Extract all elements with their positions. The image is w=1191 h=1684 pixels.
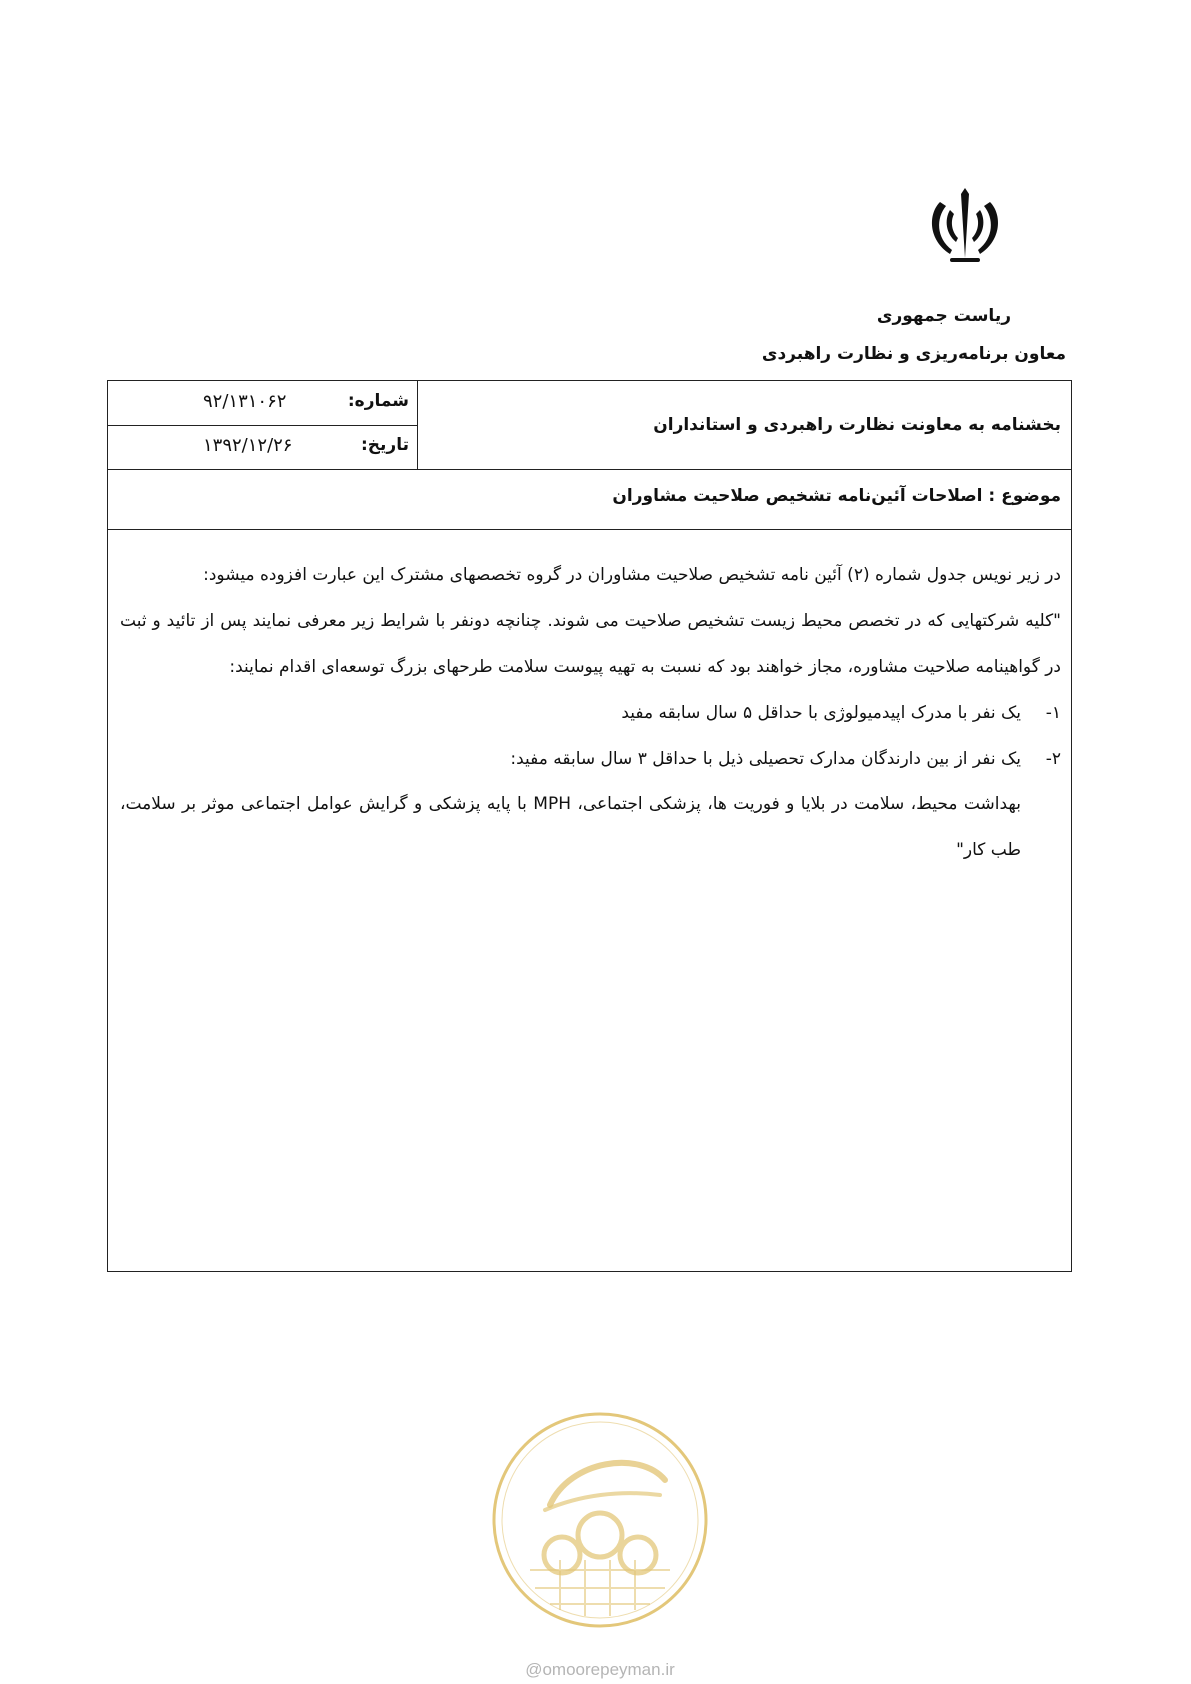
list-text: یک نفر از بین دارندگان مدارک تحصیلی ذیل با حداقل ۳ سال سابقه مفید:	[510, 748, 1021, 769]
paragraph-1: در زیر نویس جدول شماره (۲) آئین نامه تشخیص صلاحیت مشاوران در گروه تخصصهای مشترک این عبارت افزوده میشود:	[203, 565, 1061, 585]
date-row	[108, 425, 417, 469]
number-value: ۹۲/۱۳۱۰۶۲	[203, 391, 287, 412]
footer-site: @omoorepeyman.ir	[525, 1660, 675, 1679]
org-name: ریاست جمهوری	[876, 306, 1011, 326]
paragraph-3: بهداشت محیط، سلامت در بلایا و فوریت ها، پزشکی اجتماعی، MPH با پایه پزشکی و گرایش عوامل اجتماعی موثر بر سلامت، طب کار"	[120, 794, 1021, 861]
meta-box	[108, 381, 418, 469]
letter-body	[120, 553, 1061, 874]
list-number: ۱-	[1045, 702, 1061, 723]
paragraph-2: "کلیه شرکتهایی که در تخصص محیط زیست تشخیص صلاحیت می شوند. چنانچه دونفر با شرایط زیر معرفی نمایند پس از تائید و ثبت در گواهینامه صلاحیت مشاوره، مجاز خواهند بود که نسبت به تهیه پیوست سلامت طرحهای بزرگ توسعه‌ای اقدام نمایند:	[120, 610, 1061, 677]
number-label: شماره:	[347, 391, 409, 411]
list-number: ۲-	[1045, 748, 1061, 769]
number-row	[108, 381, 417, 426]
subject: موضوع : اصلاحات آئین‌نامه تشخیص صلاحیت مشاوران	[612, 486, 1061, 506]
recipients: بخشنامه به معاونت نظارت راهبردی و استانداران	[653, 415, 1061, 435]
list-text: یک نفر با مدرک اپیدمیولوژی با حداقل ۵ سال سابقه مفید	[621, 702, 1021, 723]
subject-row	[108, 469, 1071, 530]
list-item	[120, 691, 1061, 737]
watermark-stamp	[490, 1410, 710, 1630]
header-row	[108, 381, 1071, 470]
date-value: ۱۳۹۲/۱۲/۲۶	[203, 435, 293, 456]
list-item	[120, 737, 1061, 783]
dept-name: معاون برنامه‌ریزی و نظارت راهبردی	[761, 344, 1066, 364]
date-label: تاریخ:	[361, 435, 409, 455]
letter-frame	[107, 380, 1072, 1272]
iran-emblem-icon	[920, 180, 1010, 270]
